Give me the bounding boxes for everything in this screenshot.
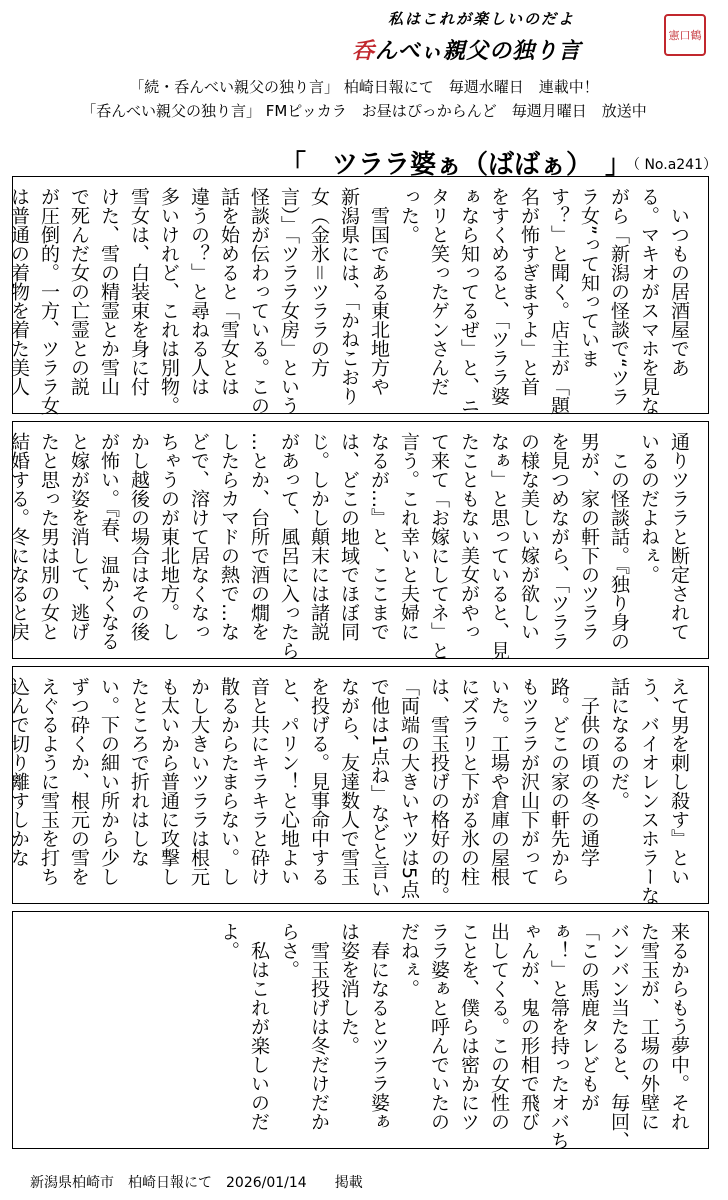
- publication-footer: 新潟県柏崎市 柏崎日報にて 2026/01/14 掲載: [30, 1175, 363, 1191]
- newspaper-serial-info: 「続・呑んべい親父の独り言」 柏崎日報にて 毎週水曜日 連載中！: [129, 78, 599, 96]
- series-title-rest: んべぃ親父の独り言: [375, 38, 582, 64]
- text-block-1: [8, 176, 709, 415]
- article-number: （ No.a241）: [626, 157, 717, 173]
- author-seal-stamp: 憲口鶴: [664, 14, 706, 56]
- article-title: 「 ツララ婆ぁ（ばばぁ） 」: [280, 150, 632, 180]
- text-block-1-body: いつもの居酒屋であ る。マキオがスマホを見な がら「新潟の怪談で“ツラ ラ女”って知っていま す？」と聞く。店主が「題 名が怖すぎますよ」と首 をすくめると、「ツララ婆 ぁなら知ってるぜ」と、ニ タリと笑ったゲンさんだ った。 雪国である東北地方や 新潟県には、「かねこおり 女（金氷＝ツララの方 言）」「ツララ女房」という 怪談が伝わっている。この 話を始めると「雪女とは 違うの？」と尋ねる人は 多いけれど、これは別物。 雪女は、白装束を身に付 けた、雪の精霊とか雪山 で死んだ女の亡霊との説 が圧倒的。一方、ツララ女 は普通の着物を着た美人: [8, 187, 690, 415]
- text-block-4: [12, 911, 709, 1149]
- text-block-2: [8, 421, 709, 660]
- tagline: 私はこれが楽しいのだよ: [388, 10, 576, 28]
- radio-broadcast-info: 「呑んべい親父の独り言」 FMピッカラ お昼はぴっからんど 毎週月曜日 放送中: [81, 102, 647, 120]
- text-block-4-body: 来るからもう夢中。それ た雪玉が、工場の外壁に バンバン当たると、毎回、 「この馬鹿タレどもが ぁ！」と箒を持ったオバち ゃんが、鬼の形相で飛び 出してくる。この女性の ことを、僕らは密かにツ ララ婆ぁと呼んでいたの だねぇ。 春になるとツララ婆ぁ は姿を消した。 雪玉投げは冬だけだか らさ。 私はこれが楽しいのだ よ。: [218, 922, 690, 1150]
- text-block-2-body: 通りツララと断定されて いるのだよねぇ。 この怪談話。『独り身の 男が、家の軒下のツララ を見つめながら、「ツララ の様な美しい嫁が欲しい なぁ」と思っていると、見 たこともない美女がやっ て来て「お嫁にしてネ」と 言う。これ幸いと夫婦に なるが…』と、ここまで は、どこの地域でほぼ同 じ。しかし顛末には諸説 があって、風呂に入ったら …とか、台所で酒の燗を したらカマドの熱で…な どで、溶けて居なくなっ ちゃうのが東北地方。し かし越後の場合はその後 が怖い。『春、温かくなる と嫁が姿を消して、逃げ たと思った男は別の女と 結婚する。冬になると戻: [8, 432, 690, 660]
- text-block-3: [8, 666, 709, 905]
- series-title-first-char: 呑: [352, 38, 376, 64]
- series-title: [352, 34, 662, 65]
- text-block-3-body: えて男を刺し殺す』とい う、バイオレンスホラーな 話になるのだ。 子供の頃の冬の通学 路。どこの家の軒先から もツララが沢山下がって いた。工場や倉庫の屋根 にズラリと下がる氷の柱 は、雪玉投げの格好の的。 「両端の大きいヤツは5点 で他は1点ね」などと言い ながら、友達数人で雪玉 を投げる。見事命中する と、パリン！と心地よい 音と共にキラキラと砕け 散るからたまらない。し かし大きいツララは根元 も太いから普通に攻撃し たところで折れはしな い。下の細い所から少し ずつ砕くか、根元の雪を えぐるように雪玉を打ち 込んで切り離すしかな: [8, 677, 690, 905]
